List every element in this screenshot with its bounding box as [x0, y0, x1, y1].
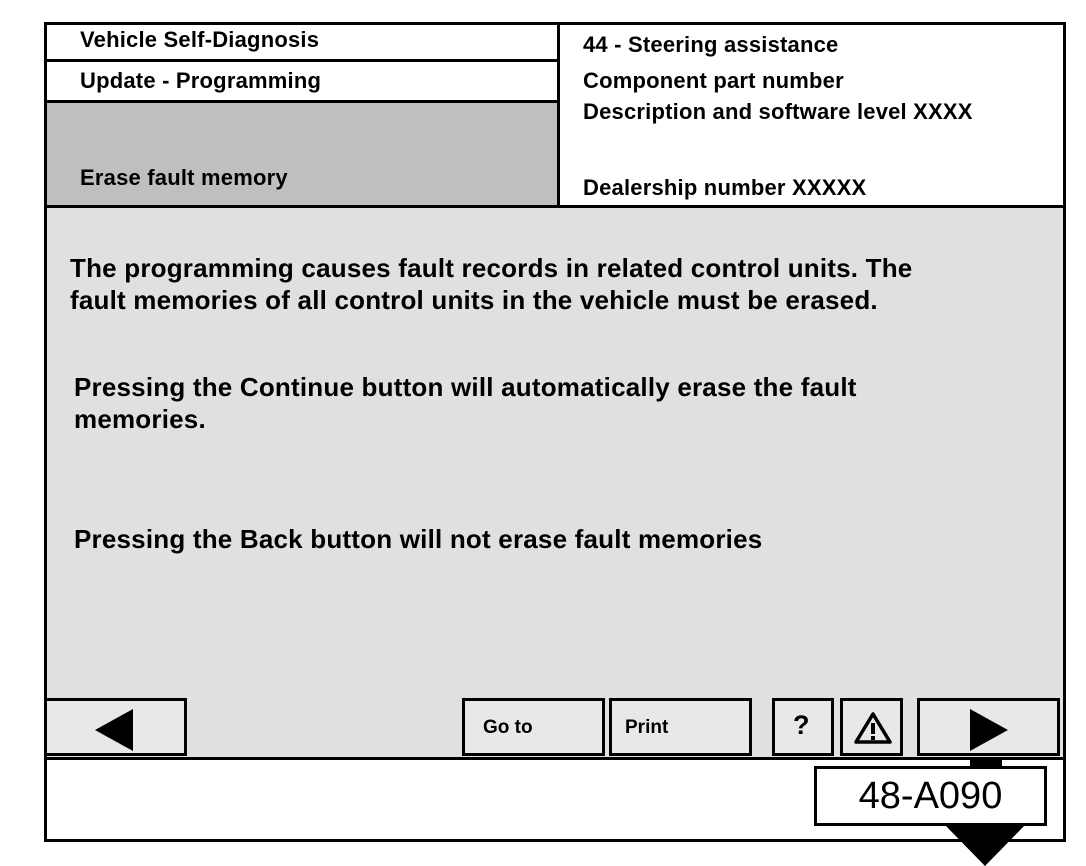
- vehicle-info-panel: [560, 25, 1063, 208]
- message-line: fault memories of all control units in the vehicle must be erased.: [70, 285, 878, 315]
- dealership-label: Dealership number XXXXX: [583, 175, 867, 200]
- continue-button[interactable]: [917, 698, 1060, 756]
- message-paragraph-1: [70, 252, 912, 316]
- message-line: Pressing the Back button will not erase fault memories: [74, 524, 763, 554]
- goto-button[interactable]: [462, 698, 605, 756]
- system-label: 44 - Steering assistance: [583, 32, 839, 57]
- message-paragraph-3: [74, 523, 762, 555]
- message-paragraph-2: [74, 371, 857, 435]
- component-label: Component part number: [583, 68, 844, 93]
- diagnosis-window: [44, 22, 1066, 842]
- help-button[interactable]: [772, 698, 834, 756]
- warning-triangle-icon: [854, 711, 892, 745]
- goto-button-label: Go to: [483, 717, 533, 738]
- message-line: The programming causes fault records in related control units. The: [70, 253, 913, 283]
- help-button-label: ?: [793, 710, 810, 740]
- header-title: Vehicle Self-Diagnosis: [80, 27, 320, 52]
- figure-reference-label: 48-A090: [814, 766, 1047, 826]
- triangle-right-icon: [970, 709, 1008, 751]
- triangle-left-icon: [95, 709, 133, 751]
- header-title-row: [47, 25, 560, 62]
- header-mode-row: [47, 62, 560, 103]
- message-line: memories.: [74, 404, 206, 434]
- message-line: Pressing the Continue button will automatically erase the fault: [74, 372, 857, 402]
- print-button[interactable]: [609, 698, 752, 756]
- warning-button[interactable]: [840, 698, 903, 756]
- header-left: [47, 25, 560, 208]
- description-label: Description and software level XXXX: [583, 99, 973, 124]
- print-button-label: Print: [625, 717, 669, 738]
- current-step-label: Erase fault memory: [80, 165, 288, 190]
- current-step-panel: [47, 103, 560, 208]
- down-arrow-head: [944, 824, 1026, 866]
- back-button[interactable]: [44, 698, 187, 756]
- message-area: [47, 208, 1063, 760]
- header-mode: Update - Programming: [80, 68, 322, 93]
